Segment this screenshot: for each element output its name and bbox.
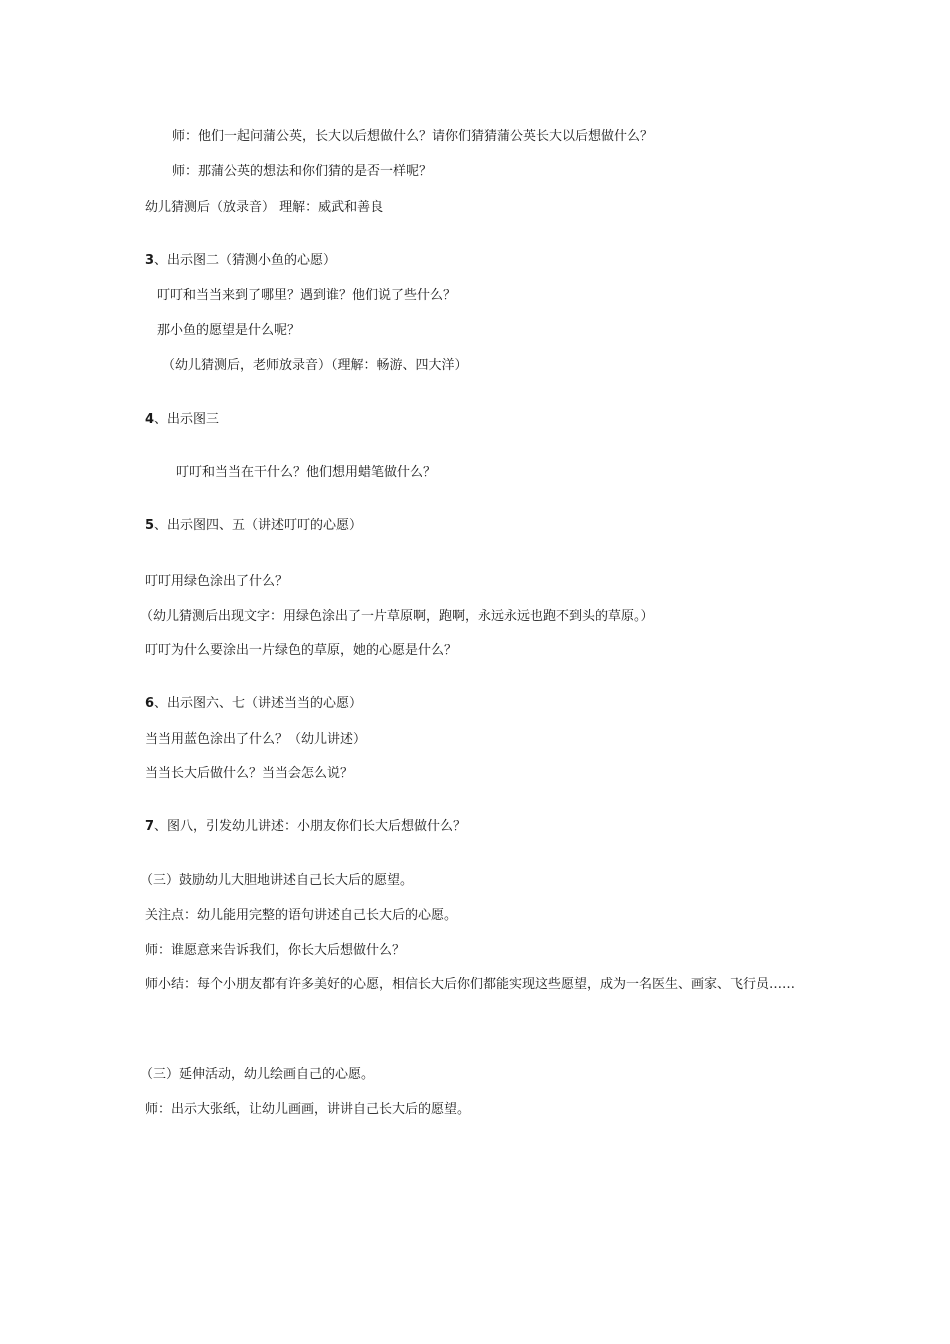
step-title: 、出示图四、五（讲述叮叮的心愿） bbox=[154, 518, 363, 533]
step-title: 、图八，引发幼儿讲述：小朋友你们长大后想做什么？ bbox=[154, 819, 467, 834]
paragraph-child-guess-recording: 幼儿猜测后（放录音） 理解：威武和善良 bbox=[145, 200, 384, 215]
paragraph-draw-wish: 师：出示大张纸，让幼儿画画，讲讲自己长大后的愿望。 bbox=[145, 1102, 471, 1117]
step-number: 3 bbox=[145, 253, 155, 268]
paragraph-fish-wish: 那小鱼的愿望是什么呢？ bbox=[157, 323, 301, 338]
paragraph-teacher-summary: 师小结：每个小朋友都有许多美好的心愿，相信长大后你们都能实现这些愿望，成为一名医生、画家、飞行员…… bbox=[145, 977, 796, 992]
paragraph-dangdang-future: 当当长大后做什么？当当会怎么说？ bbox=[145, 766, 354, 781]
paragraph-focus-point: 关注点：幼儿能用完整的语句讲述自己长大后的心愿。 bbox=[145, 908, 458, 923]
step-number: 6 bbox=[145, 696, 155, 711]
step-title: 、出示图六、七（讲述当当的心愿） bbox=[154, 696, 363, 711]
paragraph-green-text: （幼儿猜测后出现文字：用绿色涂出了一片草原啊，跑啊，永远永远也跑不到头的草原。） bbox=[140, 609, 654, 624]
paragraph-where-did-they-go: 叮叮和当当来到了哪里？遇到谁？他们说了些什么？ bbox=[157, 288, 457, 303]
step-title: 、出示图三 bbox=[154, 412, 220, 427]
section-encourage: （三）鼓励幼儿大胆地讲述自己长大后的愿望。 bbox=[140, 873, 414, 888]
heading-step-4 bbox=[145, 411, 219, 429]
paragraph-teacher-question-dandelion: 师：他们一起问蒲公英，长大以后想做什么？请你们猜猜蒲公英长大以后想做什么？ bbox=[172, 129, 654, 144]
paragraph-blue-question: 当当用蓝色涂出了什么？（幼儿讲述） bbox=[145, 732, 367, 747]
heading-step-3 bbox=[145, 252, 336, 270]
paragraph-green-wish: 叮叮为什么要涂出一片绿色的草原，她的心愿是什么？ bbox=[145, 643, 458, 658]
paragraph-teacher-question-same: 师：那蒲公英的想法和你们猜的是否一样呢？ bbox=[172, 164, 433, 179]
paragraph-who-wants: 师：谁愿意来告诉我们，你长大后想做什么？ bbox=[145, 943, 406, 958]
paragraph-crayon-question: 叮叮和当当在干什么？他们想用蜡笔做什么？ bbox=[176, 465, 437, 480]
paragraph-green-question: 叮叮用绿色涂出了什么？ bbox=[145, 574, 289, 589]
step-title: 、出示图二（猜测小鱼的心愿） bbox=[154, 253, 337, 268]
section-extension: （三）延伸活动，幼儿绘画自己的心愿。 bbox=[140, 1067, 375, 1082]
step-number: 4 bbox=[145, 412, 155, 427]
heading-step-5 bbox=[145, 517, 362, 535]
step-number: 7 bbox=[145, 819, 155, 834]
heading-step-7 bbox=[145, 818, 466, 836]
heading-step-6 bbox=[145, 695, 362, 713]
step-number: 5 bbox=[145, 518, 155, 533]
paragraph-fish-recording: （幼儿猜测后，老师放录音）（理解：畅游、四大洋） bbox=[162, 358, 468, 373]
